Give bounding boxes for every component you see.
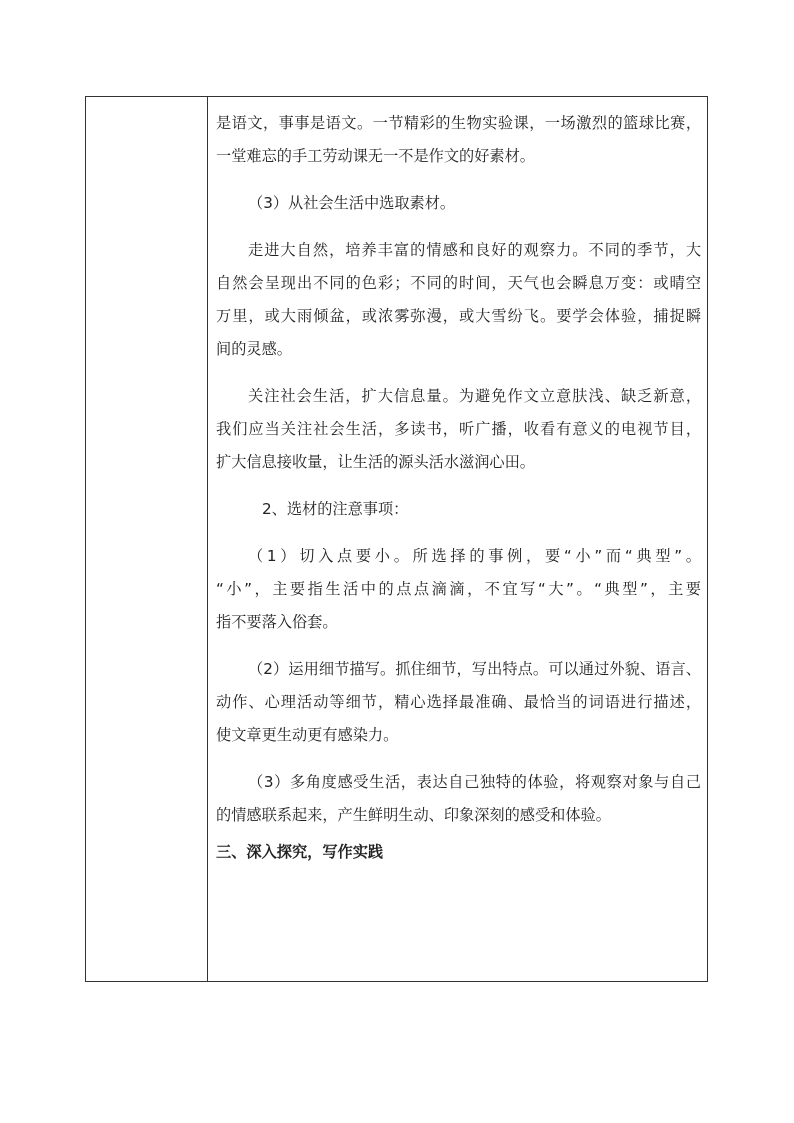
paragraph-social-life <box>216 380 701 479</box>
text-line: 指不要落入俗套。 <box>216 613 338 631</box>
paragraph-note-3 <box>216 766 701 832</box>
text-line: 三、深入探究，写作实践 <box>216 843 384 861</box>
text-line: 2、选材的注意事项： <box>262 500 409 518</box>
text-line: 扩大信息接收量，让生活的源头活水滋润心田。 <box>216 453 535 471</box>
paragraph-note-2 <box>216 653 701 752</box>
paragraph-continuation <box>216 107 701 173</box>
text-line: （3）从社会生活中选取素材。 <box>248 194 456 212</box>
paragraph-nature <box>216 234 701 366</box>
text-line: 走进大自然，培养丰富的情感和良好的观察力。不同的季节，大 <box>248 241 701 259</box>
text-line: 我们应当关注社会生活，多读书，听广播，收看有意义的电视节目， <box>216 420 701 438</box>
text-line: 的情感联系起来，产生鲜明生动、印象深刻的感受和体验。 <box>216 806 611 824</box>
content-cell <box>208 97 707 981</box>
section-heading-notes <box>216 493 701 526</box>
text-line: 动作、心理活动等细节，精心选择最准确、最恰当的词语进行描述， <box>216 693 701 711</box>
document-table <box>85 96 708 982</box>
section-heading-practice <box>216 836 701 869</box>
text-line: 万里，或大雨倾盆，或浓雾弥漫，或大雪纷飞。要学会体验，捕捉瞬 <box>216 307 701 325</box>
text-line: 是语文，事事是语文。一节精彩的生物实验课，一场激烈的篮球比赛， <box>216 114 701 132</box>
text-line: （3）多角度感受生活，表达自己独特的体验，将观察对象与自己 <box>248 773 701 791</box>
text-line: （2）运用细节描写。抓住细节，写出特点。可以通过外貌、语言、 <box>248 660 701 678</box>
text-line: 间的灵感。 <box>216 340 292 358</box>
text-line: 自然会呈现出不同的色彩；不同的时间，天气也会瞬息万变：或晴空 <box>216 274 701 292</box>
paragraph-note-1 <box>216 540 701 639</box>
text-line: 关注社会生活，扩大信息量。为避免作文立意肤浅、缺乏新意， <box>248 387 701 405</box>
text-line: “小”，主要指生活中的点点滴滴，不宜写“大”。“典型”，主要 <box>216 580 701 598</box>
text-line: （1）切入点要小。所选择的事例，要“小”而“典型”。 <box>248 547 701 565</box>
text-line: 使文章更生动更有感染力。 <box>216 726 399 744</box>
paragraph-subheading <box>216 187 701 220</box>
text-line: 一堂难忘的手工劳动课无一不是作文的好素材。 <box>216 147 535 165</box>
